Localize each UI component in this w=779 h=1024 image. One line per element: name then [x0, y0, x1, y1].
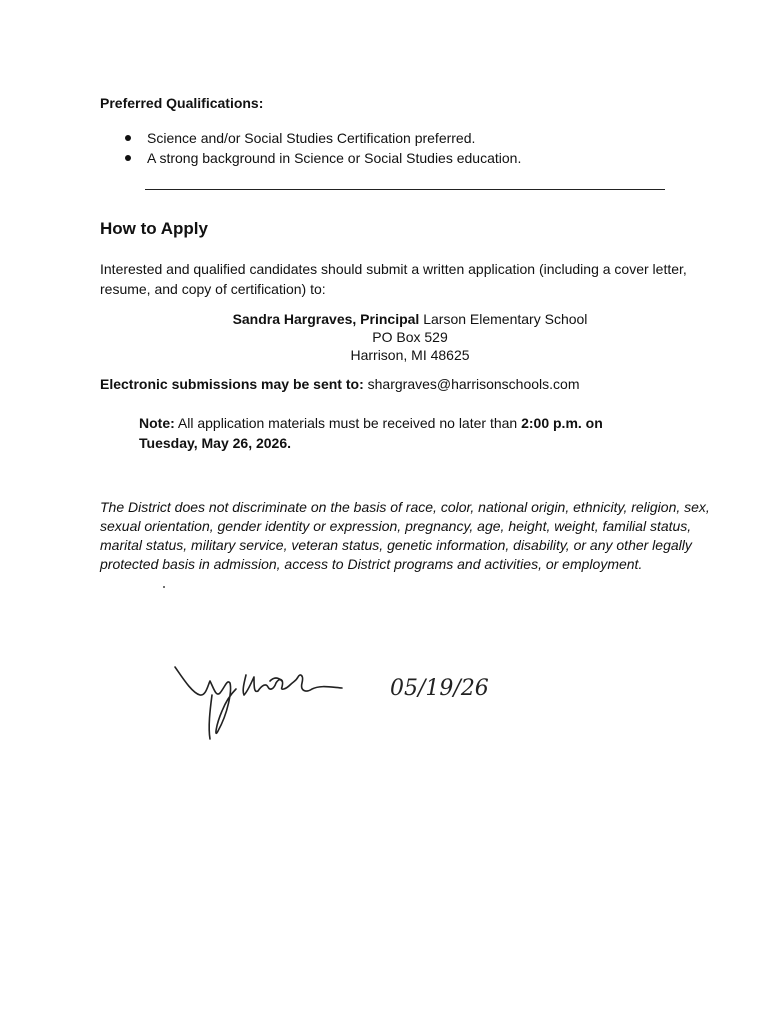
contact-name: Sandra Hargraves, Principal: [232, 311, 420, 327]
note-label: Note:: [139, 415, 175, 431]
preferred-qualifications-heading: Preferred Qualifications:: [100, 95, 264, 111]
deadline-note: [139, 413, 659, 453]
handwritten-signature: [170, 655, 490, 745]
note-text: All application materials must be received no later than: [177, 415, 518, 431]
list-item: Science and/or Social Studies Certification preferred.: [120, 128, 521, 148]
email-link[interactable]: shargraves@harrisonschools.com: [367, 376, 580, 392]
school-name: Larson Elementary School: [423, 311, 588, 327]
electronic-submission-line: [100, 376, 580, 392]
note-deadline: 2:00 p.m. on Tuesday, May 26, 2026.: [139, 415, 603, 451]
preferred-qualifications-list: [120, 128, 521, 168]
mailing-address: [180, 310, 640, 364]
list-item: A strong background in Science or Social Studies education.: [120, 148, 521, 168]
electronic-label: Electronic submissions may be sent to:: [100, 376, 364, 392]
non-discrimination-statement: The District does not discriminate on the basis of race, color, national origin, ethnicity, religion, sex, sexual orientation, gender identity or expression, pregnancy, age, height, weight, familial status, marital status, military service, veteran status, genetic information, disability, or any other legally protected basis in admission, access to District programs and activities, or employment.: [100, 499, 710, 572]
apply-instructions: Interested and qualified candidates should submit a written application (including a cover letter, resume, and copy of certification) to:: [100, 261, 687, 297]
city-state-zip: Harrison, MI 48625: [350, 347, 470, 363]
how-to-apply-heading: How to Apply: [100, 219, 208, 238]
signature-date: 05/19/26: [390, 676, 489, 701]
section-divider: [145, 189, 665, 190]
po-box: PO Box 529: [372, 329, 448, 345]
scan-speck: [163, 586, 165, 588]
